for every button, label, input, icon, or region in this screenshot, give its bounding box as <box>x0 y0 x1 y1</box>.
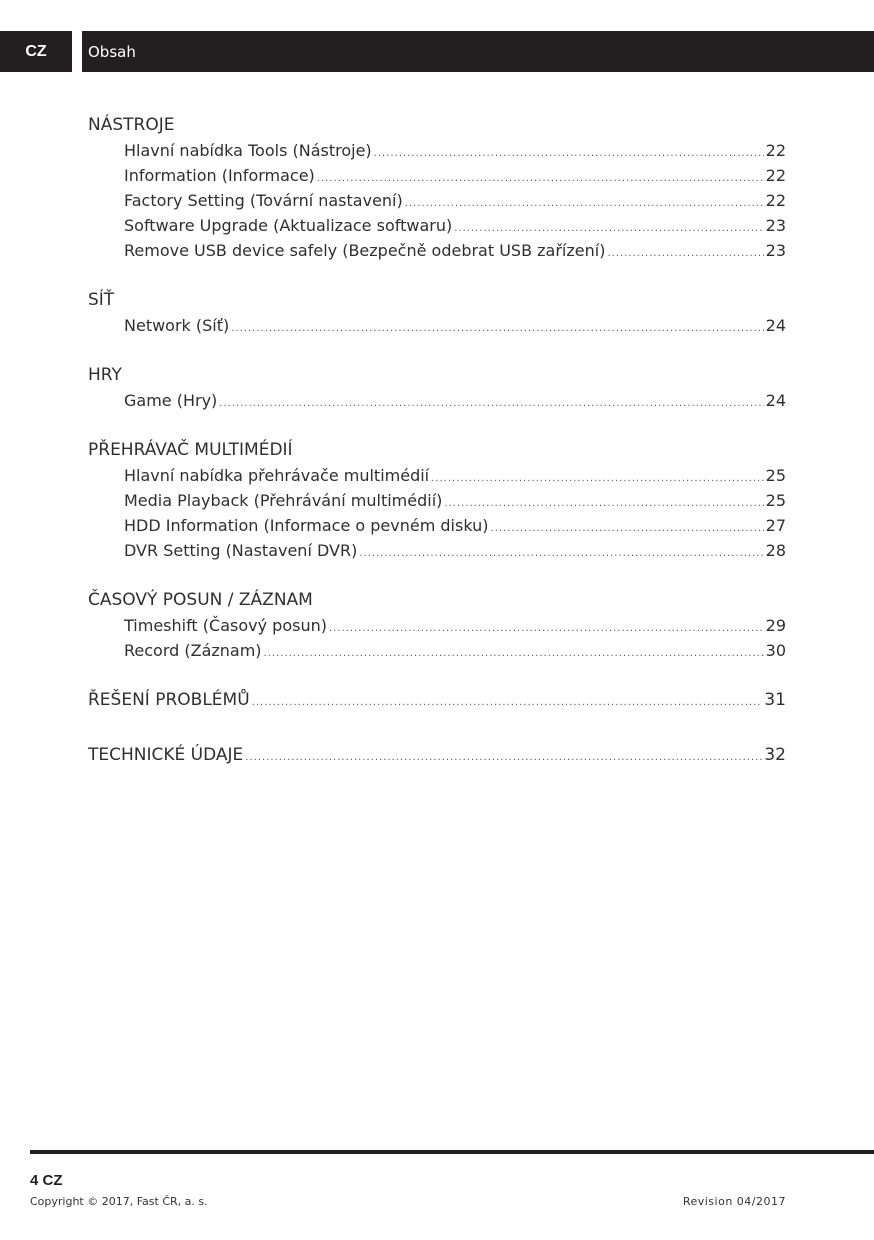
toc-entry[interactable] <box>88 188 786 213</box>
revision-text: Revision 04/2017 <box>682 1195 786 1208</box>
toc-entry-page: 23 <box>765 216 786 235</box>
dot-leader <box>405 191 764 216</box>
dot-leader <box>374 141 764 166</box>
toc-section-nastroje <box>88 113 786 263</box>
toc-entry-label: Remove USB device safely (Bezpečně odebrat USB zařízení) <box>124 241 606 260</box>
dot-leader <box>607 241 763 266</box>
dot-leader <box>219 391 763 416</box>
toc-section-heading: PŘEHRÁVAČ MULTIMÉDIÍ <box>88 440 293 460</box>
dot-leader <box>231 316 763 341</box>
toc-section-multimedia <box>88 438 786 563</box>
toc-section-sit <box>88 288 786 338</box>
toc-entry-page: 25 <box>765 466 786 485</box>
toc-entry[interactable] <box>88 388 786 413</box>
toc-section-heading: ČASOVÝ POSUN / ZÁZNAM <box>88 590 313 610</box>
footer-divider <box>30 1150 874 1154</box>
toc-entry[interactable] <box>88 688 786 713</box>
toc-entry[interactable] <box>88 313 786 338</box>
toc-section-reseni <box>88 688 786 713</box>
toc-entry-label: ŘEŠENÍ PROBLÉMŮ <box>88 690 250 710</box>
toc-entry[interactable] <box>88 513 786 538</box>
page-header <box>0 31 874 72</box>
toc-entry-label: Factory Setting (Tovární nastavení) <box>124 191 403 210</box>
toc-entry-page: 31 <box>764 690 786 710</box>
toc-entry[interactable] <box>88 743 786 768</box>
toc-section-heading: SÍŤ <box>88 290 115 310</box>
dot-leader <box>444 491 763 516</box>
page-number: 4 CZ <box>30 1172 63 1189</box>
language-badge: CZ <box>0 31 72 72</box>
dot-leader <box>431 466 764 491</box>
toc-entry[interactable] <box>88 638 786 663</box>
toc-section-heading: HRY <box>88 365 122 385</box>
toc-entry-page: 23 <box>765 241 786 260</box>
toc-entry-label: HDD Information (Informace o pevném disku) <box>124 516 489 535</box>
toc-section-heading: NÁSTROJE <box>88 115 175 135</box>
toc-entry-page: 22 <box>765 166 786 185</box>
toc-entry-label: TECHNICKÉ ÚDAJE <box>88 745 244 765</box>
table-of-contents <box>88 113 786 793</box>
toc-section-hry <box>88 363 786 413</box>
dot-leader <box>245 745 762 770</box>
toc-entry-page: 25 <box>765 491 786 510</box>
dot-leader <box>359 541 763 566</box>
toc-entry-page: 24 <box>765 316 786 335</box>
dot-leader <box>491 516 764 541</box>
toc-entry-label: Media Playback (Přehrávání multimédií) <box>124 491 443 510</box>
toc-entry-label: DVR Setting (Nastavení DVR) <box>124 541 358 560</box>
dot-leader <box>329 616 764 641</box>
toc-entry-page: 24 <box>765 391 786 410</box>
dot-leader <box>252 690 763 715</box>
toc-entry[interactable] <box>88 463 786 488</box>
toc-entry-label: Game (Hry) <box>124 391 218 410</box>
toc-entry[interactable] <box>88 613 786 638</box>
toc-entry-page: 28 <box>765 541 786 560</box>
toc-entry[interactable] <box>88 138 786 163</box>
dot-leader <box>264 641 764 666</box>
toc-entry-label: Information (Informace) <box>124 166 315 185</box>
toc-entry[interactable] <box>88 213 786 238</box>
toc-section-timeshift <box>88 588 786 663</box>
toc-entry-page: 32 <box>764 745 786 765</box>
toc-entry[interactable] <box>88 163 786 188</box>
toc-entry-page: 27 <box>765 516 786 535</box>
toc-entry-label: Hlavní nabídka přehrávače multimédií <box>124 466 430 485</box>
copyright-text: Copyright © 2017, Fast ČR, a. s. <box>30 1195 208 1208</box>
toc-entry[interactable] <box>88 538 786 563</box>
toc-entry-page: 29 <box>765 616 786 635</box>
toc-entry-label: Network (Síť) <box>124 316 230 335</box>
toc-entry-page: 30 <box>765 641 786 660</box>
toc-entry-label: Software Upgrade (Aktualizace softwaru) <box>124 216 453 235</box>
toc-entry[interactable] <box>88 488 786 513</box>
toc-entry-label: Hlavní nabídka Tools (Nástroje) <box>124 141 372 160</box>
toc-entry-page: 22 <box>765 141 786 160</box>
toc-entry-label: Record (Záznam) <box>124 641 262 660</box>
toc-entry-label: Timeshift (Časový posun) <box>124 616 327 635</box>
toc-section-technicke <box>88 743 786 768</box>
page-title: Obsah <box>82 31 874 72</box>
toc-entry-page: 22 <box>765 191 786 210</box>
toc-entry[interactable] <box>88 238 786 263</box>
